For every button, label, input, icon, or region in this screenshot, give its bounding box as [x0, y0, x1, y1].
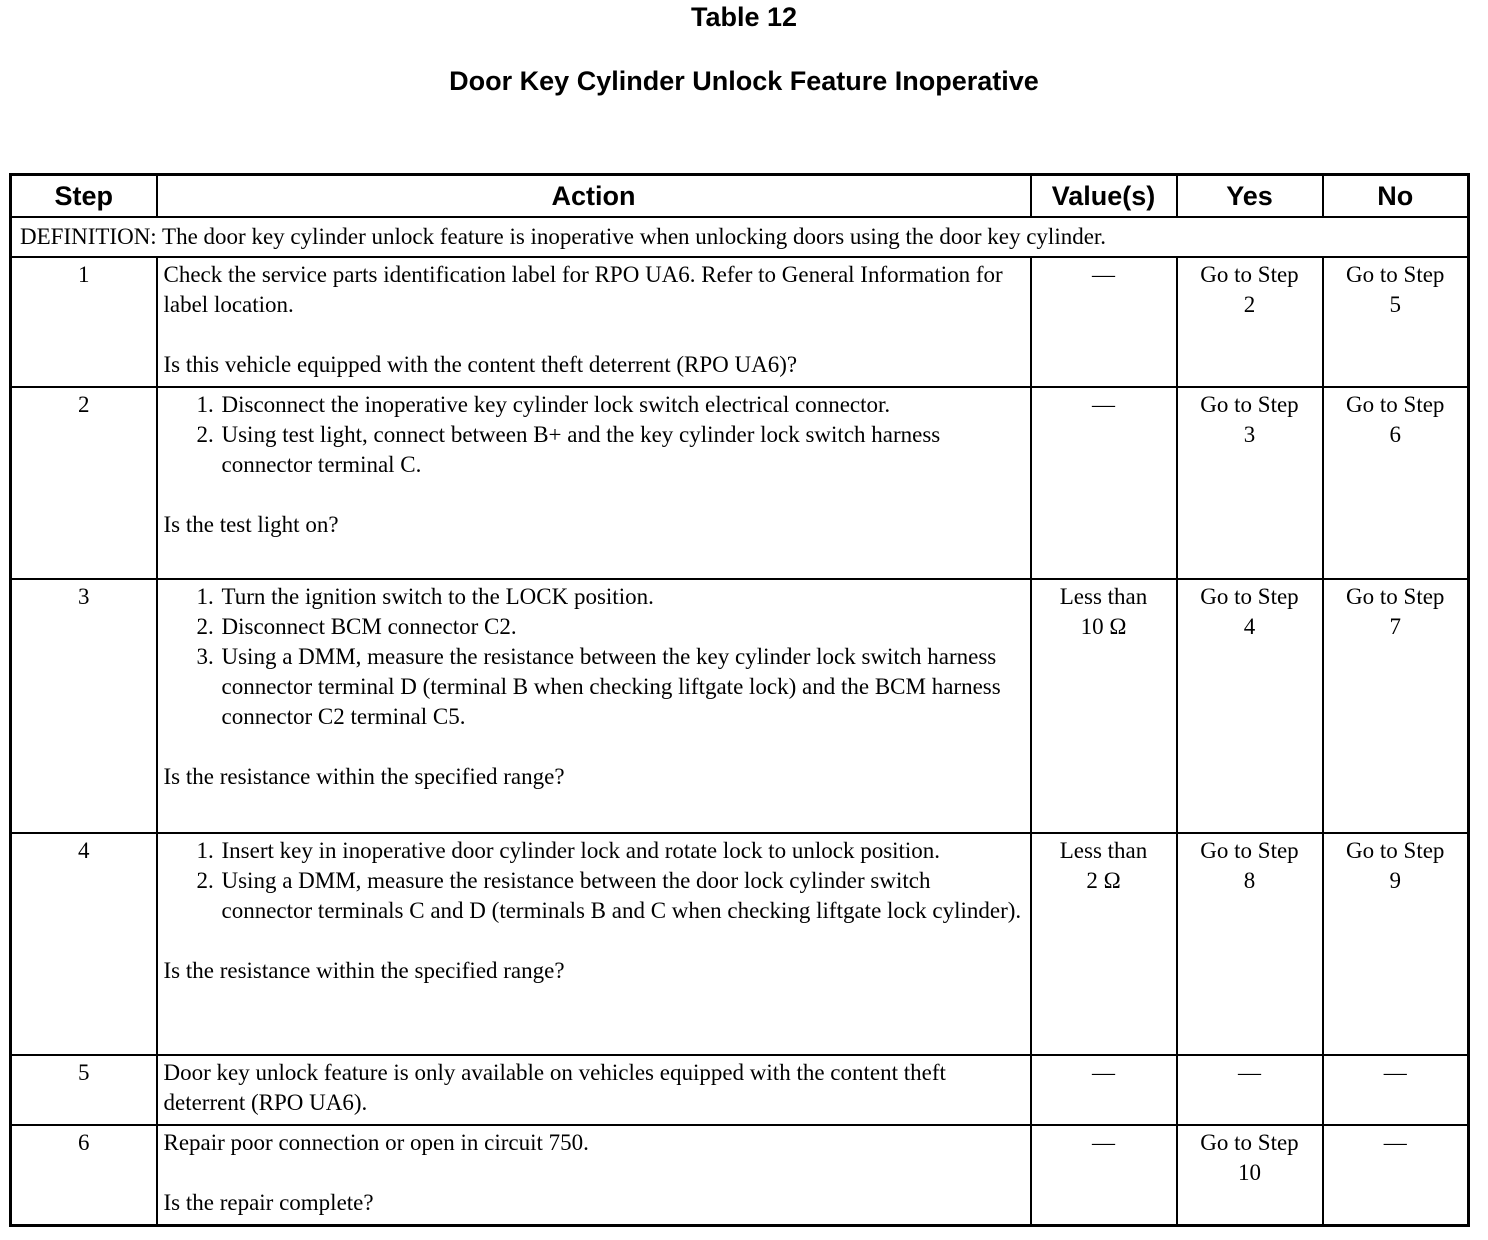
action-cell: [157, 1125, 1031, 1225]
action-question: Is this vehicle equipped with the content theft deterrent (RPO UA6)?: [163, 352, 798, 377]
yes-label: Go to Step: [1200, 392, 1299, 417]
action-item: 1. Turn the ignition switch to the LOCK position.: [220, 582, 1024, 612]
value-amount: 10 Ω: [1080, 614, 1127, 639]
yes-label: Go to Step: [1200, 584, 1299, 609]
step-number: 2: [11, 387, 157, 579]
header-action: Action: [157, 175, 1031, 218]
no-step: 9: [1389, 868, 1401, 893]
action-list: [164, 390, 1024, 480]
value-cell: —: [1031, 257, 1177, 387]
yes-step: 8: [1243, 868, 1256, 893]
action-cell: [157, 257, 1031, 387]
value-label: Less than: [1059, 838, 1148, 863]
header-values: Value(s): [1031, 175, 1177, 218]
value-amount: 2 Ω: [1086, 868, 1121, 893]
value-cell: —: [1031, 1125, 1177, 1225]
action-item: 2. Using test light, connect between B+ and the key cylinder lock switch harness connector terminal C.: [220, 420, 1024, 480]
action-item: 3. Using a DMM, measure the resistance between the key cylinder lock switch harness connector terminal D (terminal B when checking liftgate lock) and the BCM harness connector C2 terminal C5.: [220, 642, 1024, 732]
no-cell: [1323, 387, 1469, 579]
table-row: [11, 579, 1469, 833]
definition-text: DEFINITION: The door key cylinder unlock feature is inoperative when unlocking doors using the door key cylinder.: [11, 217, 1469, 257]
step-number: 6: [11, 1125, 157, 1225]
header-step: Step: [11, 175, 157, 218]
action-list: [164, 836, 1024, 926]
table-row: [11, 833, 1469, 1055]
action-item: 1. Insert key in inoperative door cylinder lock and rotate lock to unlock position.: [220, 836, 1024, 866]
yes-step: 2: [1243, 292, 1256, 317]
yes-cell: —: [1177, 1055, 1323, 1125]
action-cell: [157, 579, 1031, 833]
action-cell: [157, 387, 1031, 579]
yes-cell: [1177, 257, 1323, 387]
action-list: [164, 582, 1024, 732]
yes-step: 10: [1238, 1160, 1261, 1185]
no-cell: —: [1323, 1125, 1469, 1225]
value-cell: [1031, 579, 1177, 833]
no-label: Go to Step: [1346, 838, 1445, 863]
table-row: [11, 257, 1469, 387]
table-row: [11, 387, 1469, 579]
header-row: [11, 175, 1469, 218]
action-question: Is the resistance within the specified range?: [163, 958, 565, 983]
action-question: Is the repair complete?: [163, 1190, 374, 1215]
value-label: Less than: [1059, 584, 1148, 609]
yes-cell: [1177, 1125, 1323, 1225]
diagnostic-table: [9, 173, 1470, 1227]
definition-row: [11, 217, 1469, 257]
yes-label: Go to Step: [1200, 838, 1299, 863]
table-title: Door Key Cylinder Unlock Feature Inoperative: [449, 66, 1039, 96]
no-cell: [1323, 579, 1469, 833]
yes-cell: [1177, 387, 1323, 579]
no-step: 7: [1389, 614, 1401, 639]
step-number: 5: [11, 1055, 157, 1125]
table-number: Table 12: [690, 2, 798, 32]
action-text: Door key unlock feature is only available on vehicles equipped with the content theft deterrent (RPO UA6).: [163, 1060, 946, 1115]
action-text: Repair poor connection or open in circuit 750.: [163, 1130, 589, 1155]
no-step: 5: [1389, 292, 1401, 317]
yes-step: 3: [1243, 422, 1256, 447]
action-cell: [157, 833, 1031, 1055]
step-number: 1: [11, 257, 157, 387]
action-item: 1. Disconnect the inoperative key cylinder lock switch electrical connector.: [220, 390, 1024, 420]
no-label: Go to Step: [1346, 262, 1445, 287]
no-step: 6: [1389, 422, 1401, 447]
value-cell: —: [1031, 387, 1177, 579]
yes-cell: [1177, 579, 1323, 833]
no-label: Go to Step: [1346, 584, 1445, 609]
step-number: 3: [11, 579, 157, 833]
action-item: 2. Disconnect BCM connector C2.: [220, 612, 1024, 642]
no-cell: [1323, 257, 1469, 387]
action-item: 2. Using a DMM, measure the resistance between the door lock cylinder switch connector terminals C and D (terminals B and C when checking liftgate lock cylinder).: [220, 866, 1024, 926]
yes-label: Go to Step: [1200, 262, 1299, 287]
yes-label: Go to Step: [1200, 1130, 1299, 1155]
action-question: Is the test light on?: [163, 512, 339, 537]
header-yes: Yes: [1177, 175, 1323, 218]
no-cell: [1323, 833, 1469, 1055]
table-row: [11, 1125, 1469, 1225]
value-cell: [1031, 833, 1177, 1055]
yes-cell: [1177, 833, 1323, 1055]
step-number: 4: [11, 833, 157, 1055]
table-row: [11, 1055, 1469, 1125]
action-text: Check the service parts identification label for RPO UA6. Refer to General Information for label location.: [163, 262, 1003, 317]
action-question: Is the resistance within the specified range?: [163, 764, 565, 789]
value-cell: —: [1031, 1055, 1177, 1125]
no-label: Go to Step: [1346, 392, 1445, 417]
no-cell: —: [1323, 1055, 1469, 1125]
action-cell: [157, 1055, 1031, 1125]
header-no: No: [1323, 175, 1469, 218]
yes-step: 4: [1243, 614, 1256, 639]
